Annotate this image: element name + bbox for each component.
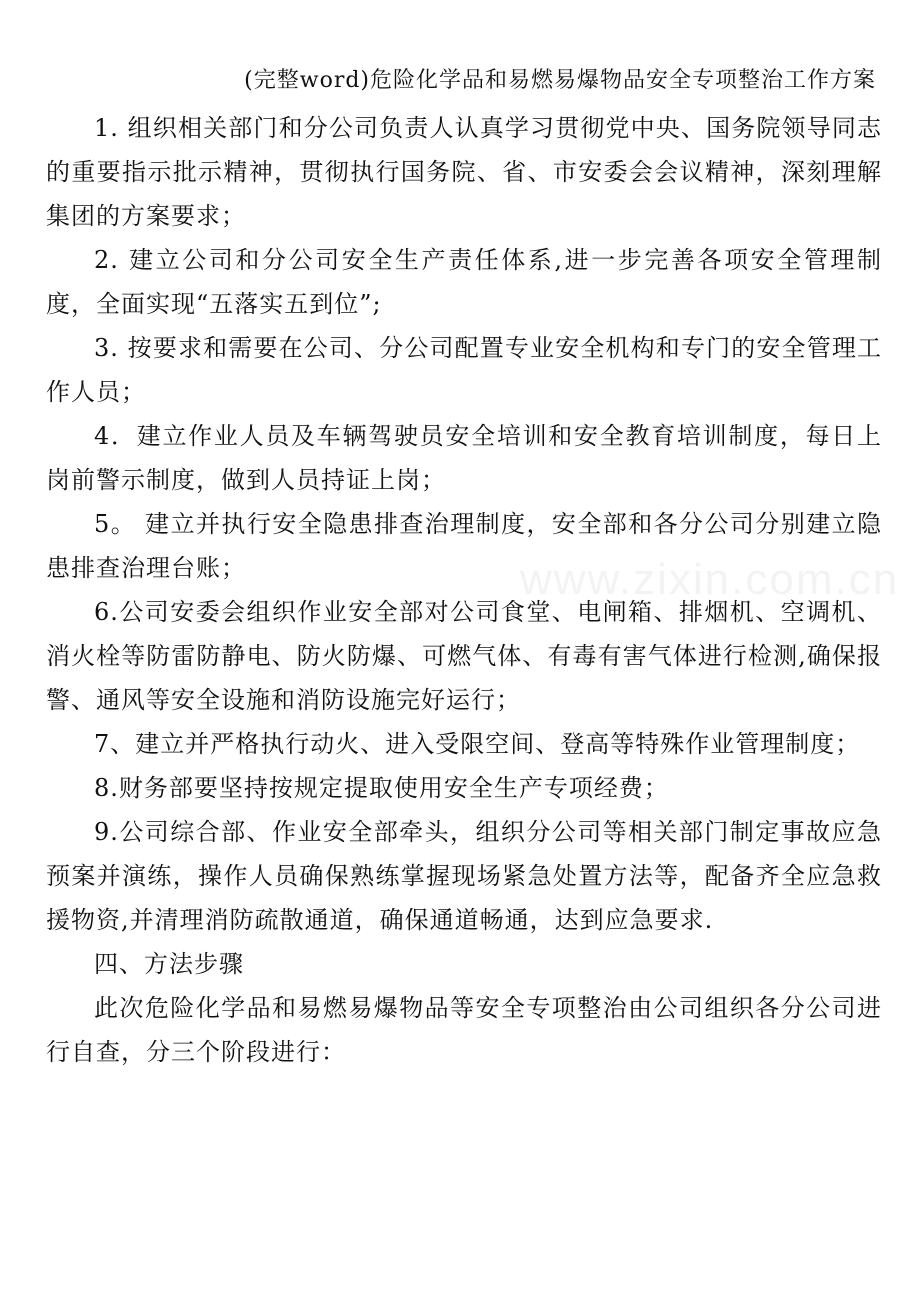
paragraph-7: 7、建立并严格执行动火、进入受限空间、登高等特殊作业管理制度； (94, 730, 861, 758)
paragraph-8: 8.财务部要坚持按规定提取使用安全生产专项经费； (94, 774, 669, 802)
paragraph-9: 9.公司综合部、作业安全部牵头，组织分公司等相关部门制定事故应急预案并演练，操作人员确保熟练掌握现场紧急处置方法等，配备齐全应急救援物资,并清理消防疏散通道，确保通道畅通，达到应急要求. (46, 818, 882, 934)
paragraph-5: 5。 建立并执行安全隐患排查治理制度，安全部和各分公司分别建立隐患排查治理台账； (46, 510, 882, 582)
paragraph-10: 此次危险化学品和易燃易爆物品等安全专项整治由公司组织各分公司进行自查，分三个阶段进行： (46, 994, 882, 1066)
paragraph-6: 6.公司安委会组织作业安全部对公司食堂、电闸箱、排烟机、空调机、消火栓等防雷防静电、防火防爆、可燃气体、有毒有害气体进行检测,确保报警、通风等安全设施和消防设施完好运行； (46, 598, 882, 714)
paragraph-3: 3. 按要求和需要在公司、分公司配置专业安全机构和专门的安全管理工作人员； (46, 334, 882, 406)
paragraph-4: 4．建立作业人员及车辆驾驶员安全培训和安全教育培训制度，每日上岗前警示制度，做到人员持证上岗； (46, 422, 882, 494)
section-heading-methods: 四、方法步骤 (94, 950, 244, 978)
paragraph-2: 2. 建立公司和分公司安全生产责任体系,进一步完善各项安全管理制度，全面实现“五落实五到位”; (46, 246, 882, 318)
watermark: www.zixin.com.cn (520, 555, 900, 604)
paragraph-1: 1. 组织相关部门和分公司负责人认真学习贯彻党中央、国务院领导同志的重要指示批示精神，贯彻执行国务院、省、市安委会会议精神，深刻理解集团的方案要求； (46, 114, 882, 230)
document-title: (完整word)危险化学品和易燃易爆物品安全专项整治工作方案 (244, 68, 876, 93)
